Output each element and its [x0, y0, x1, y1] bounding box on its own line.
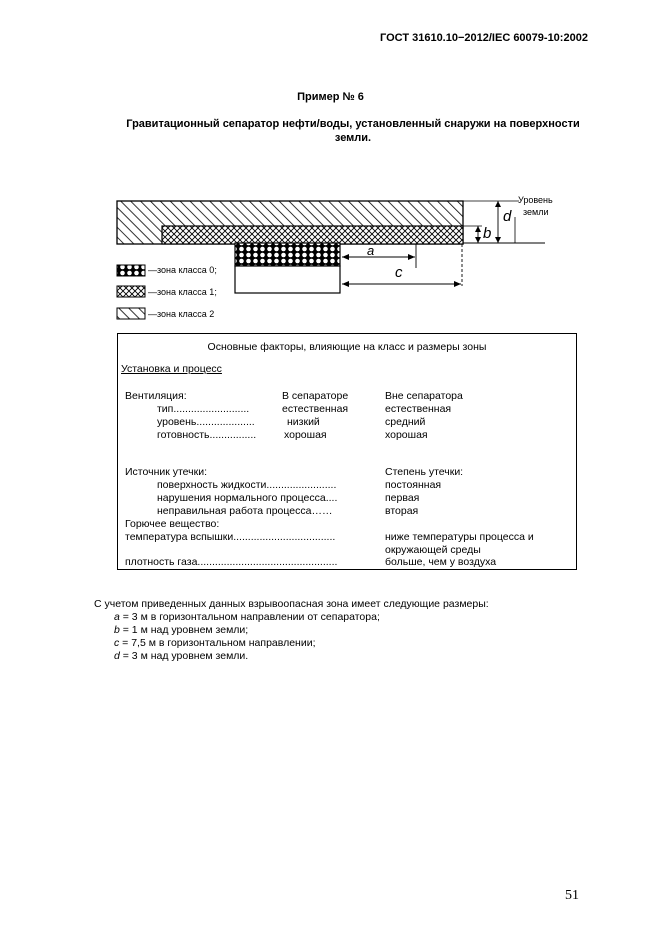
- example-title: Пример № 6: [297, 91, 364, 103]
- ventilation-label: Вентиляция:: [125, 390, 187, 402]
- substance-label: Горючее вещество:: [125, 518, 220, 530]
- release-source-label: Источник утечки:: [125, 466, 208, 478]
- flash-point-value-2: окружающей среды: [385, 544, 481, 556]
- ventilation-availability-out: хорошая: [385, 429, 428, 441]
- ventilation-level-in: низкий: [287, 416, 320, 428]
- result-item-b: b = 1 м над уровнем земли;: [114, 624, 249, 636]
- source-row-value: первая: [385, 492, 420, 504]
- source-row-label: поверхность жидкости........................: [157, 479, 337, 491]
- legend-swatch-class-1: [117, 286, 145, 297]
- flash-point-value-1: ниже температуры процесса и: [385, 531, 534, 543]
- source-row-value: постоянная: [385, 479, 442, 491]
- dimension-d-label: d: [503, 208, 512, 225]
- ground-level-label-2: земли: [523, 207, 549, 217]
- ventilation-availability-in: хорошая: [284, 429, 327, 441]
- source-row-label: неправильная работа процесса……: [157, 505, 333, 517]
- legend-label-class-2: —зона класса 2: [148, 309, 215, 319]
- dimension-c-label: c: [395, 264, 403, 281]
- zone-diagram: [0, 180, 661, 330]
- ventilation-type-out: естественная: [385, 403, 452, 415]
- zone-class-0-area: [235, 243, 340, 266]
- result-item-c: c = 7,5 м в горизонтальном направлении;: [114, 637, 316, 649]
- example-subtitle: Гравитационный сепаратор нефти/воды, установленный снаружи на поверхности земли.: [126, 118, 580, 144]
- result-intro: С учетом приведенных данных взрывоопасная зона имеет следующие размеры:: [94, 598, 489, 610]
- col-outside-separator: Вне сепаратора: [385, 390, 463, 402]
- section-heading: Установка и процесс: [121, 363, 222, 375]
- legend-label-class-1: —зона класса 1;: [148, 287, 217, 297]
- source-row-label: нарушения нормального процесса....: [157, 492, 338, 504]
- legend-swatch-class-0: [117, 265, 145, 276]
- result-item-a: a = 3 м в горизонтальном направлении от сепаратора;: [114, 611, 380, 623]
- col-inside-separator: В сепараторе: [282, 390, 349, 402]
- gas-density-label: плотность газа................................................: [125, 556, 338, 568]
- ventilation-availability-label: готовность................: [157, 429, 257, 441]
- page-number: 51: [565, 888, 579, 903]
- result-item-d: d = 3 м над уровнем земли.: [114, 650, 249, 662]
- ventilation-type-in: естественная: [282, 403, 349, 415]
- dimension-b-label: b: [483, 225, 492, 242]
- factors-title: Основные факторы, влияющие на класс и размеры зоны: [207, 341, 487, 353]
- legend-swatch-class-2: [117, 308, 145, 319]
- dimension-a-label: a: [367, 243, 375, 258]
- gas-density-value: больше, чем у воздуха: [385, 556, 497, 568]
- document-code: ГОСТ 31610.10−2012/IEC 60079-10:2002: [380, 32, 588, 44]
- ventilation-level-out: средний: [385, 416, 426, 428]
- source-row-value: вторая: [385, 505, 419, 517]
- ventilation-level-label: уровень....................: [157, 416, 255, 428]
- legend-label-class-0: —зона класса 0;: [148, 265, 217, 275]
- ground-level-label-1: Уровень: [518, 195, 553, 205]
- release-degree-label: Степень утечки:: [385, 466, 464, 478]
- separator-body: [235, 266, 340, 293]
- flash-point-label: температура вспышки...................................: [125, 531, 336, 543]
- ventilation-type-label: тип..........................: [157, 403, 250, 415]
